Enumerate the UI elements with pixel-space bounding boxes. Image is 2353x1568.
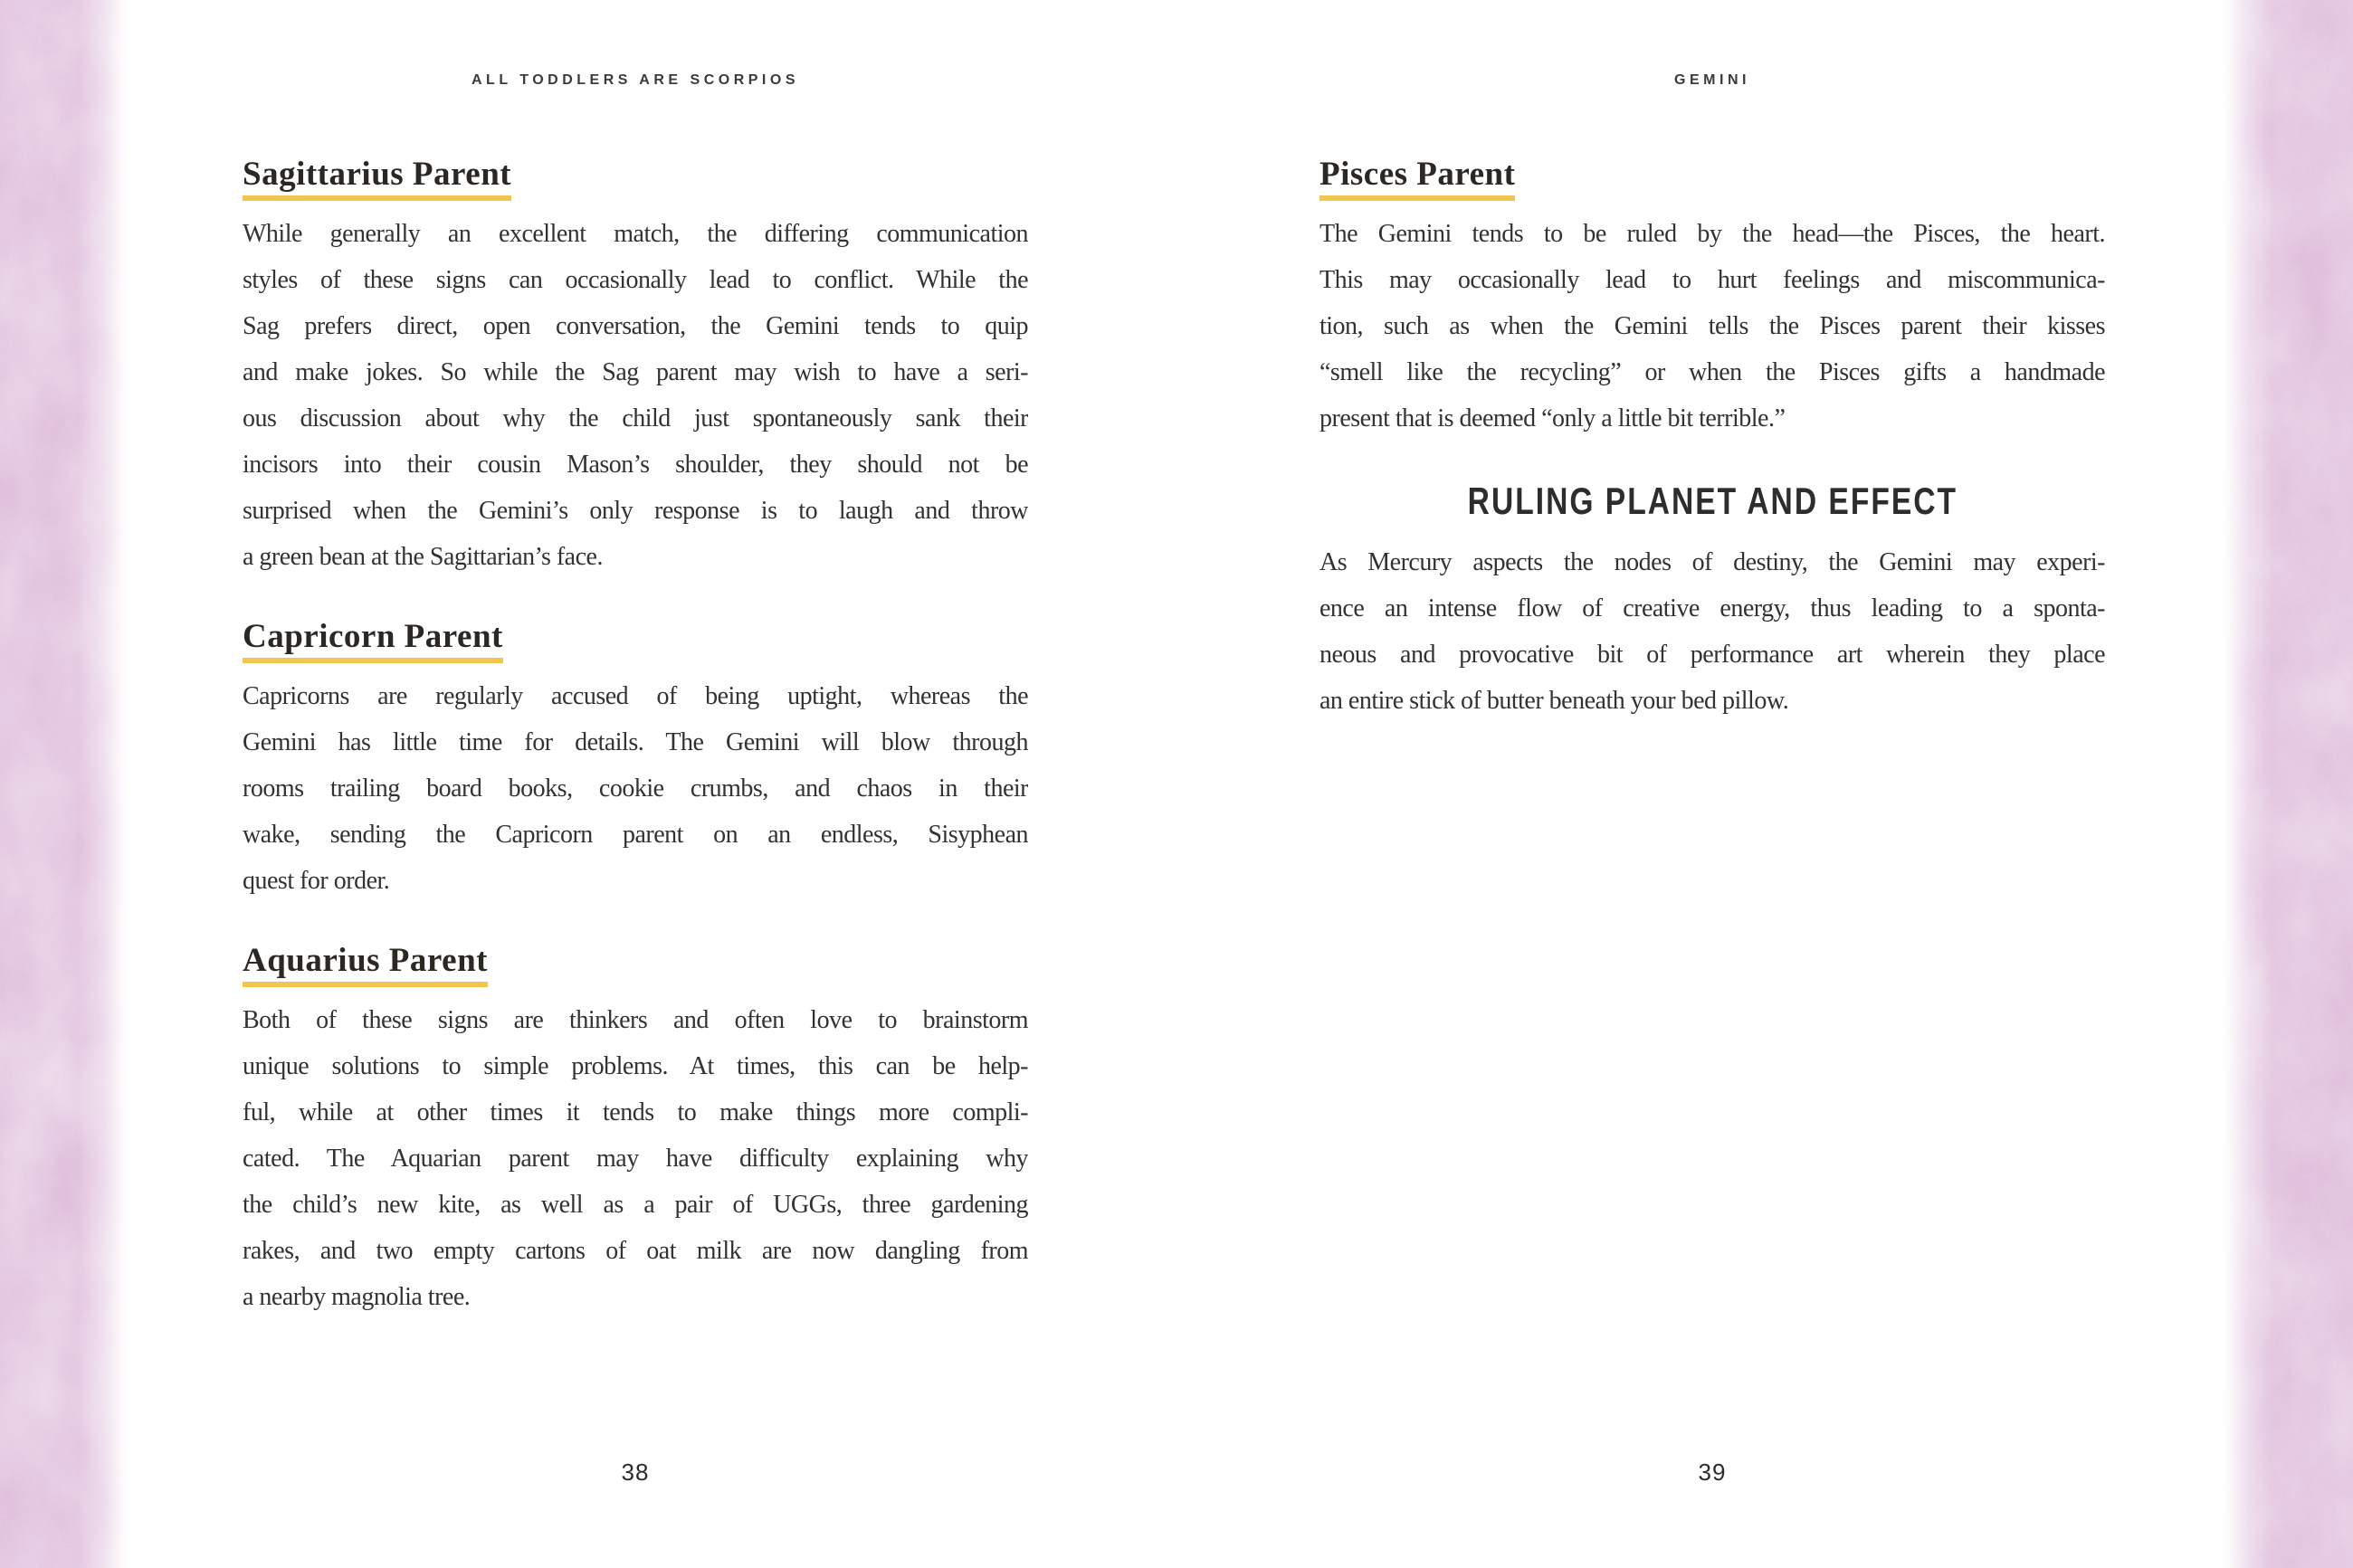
text-line: the child’s new kite, as well as a pair of UGGs, three gardening	[243, 1190, 1028, 1219]
text-line: rakes, and two empty cartons of oat milk are now dangling from	[243, 1236, 1028, 1265]
text-line: ous discussion about why the child just spontaneously sank their	[243, 404, 1028, 432]
section-heading-aquarius: Aquarius Parent	[243, 944, 488, 987]
text-line: Gemini has little time for details. The Gemini will blow through	[243, 727, 1028, 756]
section-ruling-planet-and-effect	[1319, 481, 2105, 724]
text-line: and make jokes. So while the Sag parent may wish to have a seri-	[243, 357, 1028, 386]
section-paragraph-pisces	[1319, 211, 2105, 442]
text-line: a nearby magnolia tree.	[243, 1282, 471, 1311]
text-line: Capricorns are regularly accused of being uptight, whereas the	[243, 681, 1028, 710]
chapter-heading	[1319, 481, 2105, 521]
watercolor-edge-right	[2217, 0, 2353, 1568]
section-heading-capricorn: Capricorn Parent	[243, 620, 503, 663]
watercolor-edge-left	[0, 0, 136, 1568]
text-line: Sag prefers direct, open conversation, the Gemini tends to quip	[243, 311, 1028, 340]
section-paragraph-ruling-planet	[1319, 539, 2105, 724]
text-line: ful, while at other times it tends to make things more compli-	[243, 1098, 1028, 1126]
section-paragraph-sagittarius	[243, 211, 1028, 580]
text-line: While generally an excellent match, the differing communication	[243, 219, 1028, 248]
section-sagittarius-parent	[243, 157, 1028, 580]
text-line: As Mercury aspects the nodes of destiny, the Gemini may experi-	[1319, 547, 2105, 576]
section-heading-sagittarius: Sagittarius Parent	[243, 157, 511, 201]
running-header-right: GEMINI	[1674, 72, 1750, 88]
text-line: incisors into their cousin Mason’s shoulder, they should not be	[243, 450, 1028, 479]
text-line: wake, sending the Capricorn parent on an endless, Sisyphean	[243, 820, 1028, 849]
right-page	[1319, 0, 2105, 1568]
text-line: ence an intense flow of creative energy, thus leading to a sponta-	[1319, 594, 2105, 622]
text-line: present that is deemed “only a little bit terrible.”	[1319, 404, 1786, 432]
text-line: rooms trailing board books, cookie crumbs, and chaos in their	[243, 774, 1028, 803]
text-line: cated. The Aquarian parent may have difficulty explaining why	[243, 1144, 1028, 1173]
chapter-heading-text: RULING PLANET AND EFFECT	[1467, 479, 1958, 522]
left-page-body	[243, 0, 1028, 1320]
text-line: The Gemini tends to be ruled by the head—the Pisces, the heart.	[1319, 219, 2105, 248]
section-pisces-parent	[1319, 157, 2105, 442]
text-line: Both of these signs are thinkers and often love to brainstorm	[243, 1005, 1028, 1034]
text-line: an entire stick of butter beneath your bed pillow.	[1319, 686, 1789, 715]
page-number-right: 39	[1698, 1459, 1727, 1486]
left-page	[243, 0, 1028, 1568]
text-line: a green bean at the Sagittarian’s face.	[243, 542, 603, 571]
text-line: “smell like the recycling” or when the Pisces gifts a handmade	[1319, 357, 2105, 386]
edge-base-color-right	[2217, 0, 2353, 1568]
section-paragraph-aquarius	[243, 997, 1028, 1320]
running-header-left: ALL TODDLERS ARE SCORPIOS	[471, 72, 799, 88]
edge-base-color-left	[0, 0, 136, 1568]
section-paragraph-capricorn	[243, 673, 1028, 904]
text-line: neous and provocative bit of performance art wherein they place	[1319, 640, 2105, 669]
section-heading-pisces: Pisces Parent	[1319, 157, 1515, 201]
text-line: surprised when the Gemini’s only response is to laugh and throw	[243, 496, 1028, 525]
section-capricorn-parent	[243, 617, 1028, 904]
section-aquarius-parent	[243, 941, 1028, 1320]
text-line: styles of these signs can occasionally lead to conflict. While the	[243, 265, 1028, 294]
page-number-left: 38	[621, 1459, 650, 1486]
text-line: tion, such as when the Gemini tells the Pisces parent their kisses	[1319, 311, 2105, 340]
text-line: This may occasionally lead to hurt feelings and miscommunica-	[1319, 265, 2105, 294]
text-line: unique solutions to simple problems. At times, this can be help-	[243, 1051, 1028, 1080]
text-line: quest for order.	[243, 866, 390, 895]
right-page-body	[1319, 0, 2105, 724]
